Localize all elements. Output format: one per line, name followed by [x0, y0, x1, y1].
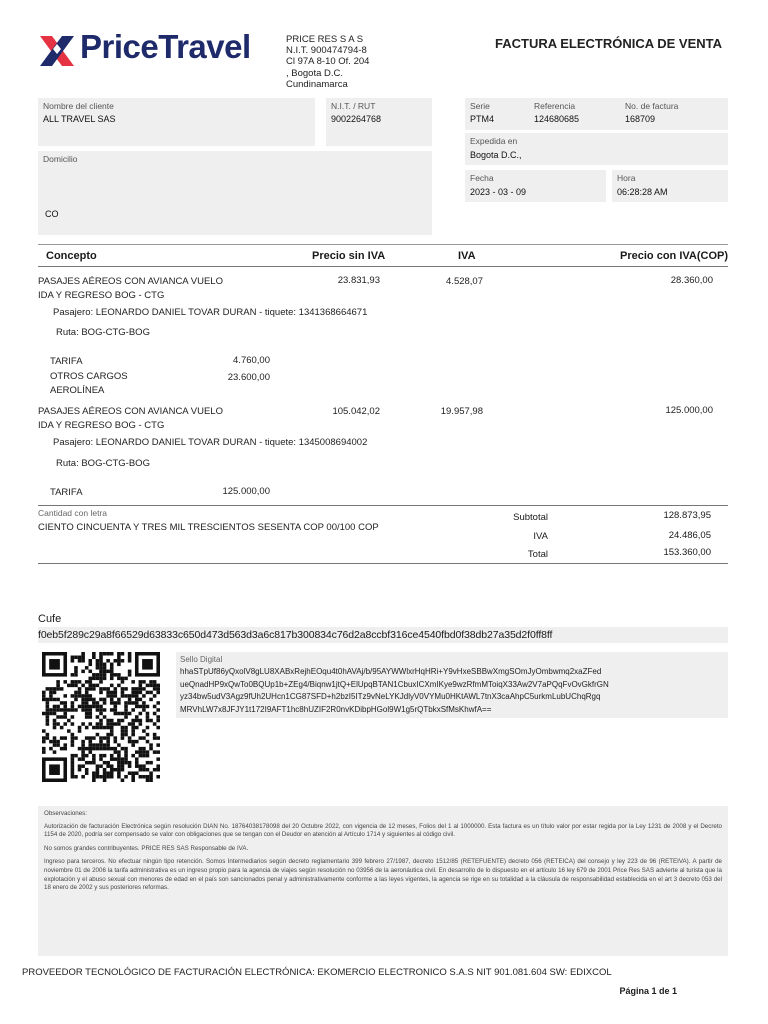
column-header-concept: Concepto: [46, 250, 97, 262]
observations-paragraph: Autorización de facturación Electrónica según resolución DIAN No. 18764038178098 del 20 Octubre 2022, con vigencia de 12 meses, Folios del 1 al 1000000. Esta factura es un título valor por estar regida por la Ley 1231 de 2008 y el Decreto 1154 de 2020, podría ser compensado se valor con obligaciones que se tengan con el Deudor en atención al Artículo 1714 y siguientes al código civil.: [44, 822, 722, 839]
document-title: FACTURA ELECTRÓNICA DE VENTA: [495, 36, 723, 51]
seal-line: MRVhLW7x8JFJY1t172I9AFT1hc8hUZIF2R0nvKDibpHGol9W1g5rQTbkxSfMsKhwfA==: [180, 704, 492, 714]
time-value: 06:28:28 AM: [617, 187, 668, 197]
issuer-line: , Bogota D.C.: [286, 67, 344, 79]
route-info: Ruta: BOG-CTG-BOG: [56, 327, 150, 338]
client-name-label: Nombre del cliente: [43, 101, 114, 111]
table-row-concept: [38, 275, 223, 303]
iva-total-label: IVA: [533, 531, 548, 542]
issuer-line: Cundinamarca: [286, 78, 348, 90]
date-label: Fecha: [470, 173, 494, 183]
charge-amount: 4.760,00: [233, 355, 270, 366]
iva-total-value: 24.486,05: [668, 530, 711, 541]
seal-line: yz34bw5udV3Agz9fUh2UHcn1CG87SFD+h2bzI5ITz9vNeLYKJdlyV0VYMu0HKtAWL7tnX3caAhpC5urkmLubUChqRgq: [180, 692, 601, 701]
column-header-iva: IVA: [458, 250, 476, 262]
client-address-label: Domicilio: [43, 154, 78, 164]
totals-bottom-rule: [38, 563, 728, 564]
charge-amount: 125.000,00: [222, 486, 270, 497]
invoice-id-box: [465, 98, 728, 130]
passenger-info: Pasajero: LEONARDO DANIEL TOVAR DURAN - tiquete: 1341368664671: [53, 307, 368, 318]
item-price: 105.042,02: [332, 406, 380, 417]
client-country: CO: [45, 209, 59, 219]
amount-in-words-label: Cantidad con letra: [38, 508, 107, 518]
tech-provider-text: PROVEEDOR TECNOLÓGICO DE FACTURACIÓN ELECTRÓNICA: EKOMERCIO ELECTRONICO S.A.S NIT 901.081.604 SW: EDIXCOL: [22, 967, 612, 978]
issued-in-value: Bogota D.C.,: [470, 150, 522, 160]
item-iva: 4.528,07: [446, 276, 483, 287]
page-number: Página 1 de 1: [619, 986, 677, 996]
reference-label: Referencia: [534, 101, 576, 111]
concept-line: PASAJES AÉREOS CON AVIANCA VUELO: [38, 406, 223, 417]
grand-total-value: 153.360,00: [663, 547, 711, 558]
time-label: Hora: [617, 173, 636, 183]
observations-label: Observaciones:: [44, 810, 87, 817]
charge-amount: 23.600,00: [227, 372, 270, 383]
brand-logo-text: PriceTravel: [80, 28, 251, 65]
client-nit: 9002264768: [331, 114, 382, 124]
seal-line: ueQnadHP9xQwTo0BQUp1b+ZEg4/Biqnw1jtQ+ElUpqBTAN1CbuxICXmIKye9wzRfmMToiqX33Aw2V7aPQqFvOvGkfrGN: [180, 679, 609, 689]
totals-top-rule: [38, 505, 728, 506]
serie-value: PTM4: [470, 114, 495, 124]
date-value: 2023 - 03 - 09: [470, 187, 527, 197]
issuer-line: PRICE RES S A S: [286, 34, 364, 45]
issuer-line: N.I.T. 900474794-8: [286, 45, 367, 57]
concept-line: IDA Y REGRESO BOG - CTG: [38, 420, 165, 431]
digital-seal-box: [176, 652, 728, 718]
issued-in-label: Expedida en: [470, 136, 518, 146]
amount-in-words: CIENTO CINCUENTA Y TRES MIL TRESCIENTOS SESENTA COP 00/100 COP: [38, 522, 379, 533]
table-header-rule: [38, 266, 728, 267]
digital-seal-value: [180, 666, 724, 716]
passenger-info: Pasajero: LEONARDO DANIEL TOVAR DURAN - tiquete: 1345008694002: [53, 437, 368, 448]
grand-total-label: Total: [527, 549, 548, 560]
charge-name: OTROS CARGOS AEROLÍNEA: [50, 371, 128, 396]
table-top-rule: [38, 244, 728, 245]
serie-label: Serie: [470, 101, 490, 111]
client-name: ALL TRAVEL SAS: [43, 114, 116, 124]
item-total: 28.360,00: [670, 275, 713, 286]
column-header-price: Precio sin IVA: [312, 250, 386, 262]
reference-value: 124680685: [534, 114, 580, 124]
issuer-info: [286, 34, 396, 90]
invoice-number-label: No. de factura: [625, 101, 679, 111]
charge-name: TARIFA: [50, 487, 83, 498]
pricetravel-logo-icon: [38, 32, 76, 70]
cufe-label: Cufe: [38, 613, 62, 625]
route-info: Ruta: BOG-CTG-BOG: [56, 458, 150, 469]
cufe-value: f0eb5f289c29a8f66529d63833c650d473d563d3a6c817b300834c76d2a8ccbf316ce4540fbd0f38db27a35d2f0ff8ff: [38, 629, 553, 641]
concept-line: IDA Y REGRESO BOG - CTG: [38, 290, 165, 301]
column-header-total: Precio con IVA(COP): [620, 250, 728, 262]
item-price: 23.831,93: [337, 275, 380, 286]
charge-name: TARIFA: [50, 356, 83, 367]
observations-box: [38, 806, 728, 956]
observations-paragraph: Ingreso para terceros. No efectuar ningún tipo retención. Somos Intermediarios según decreto reglamentario 399 febrero 27/1987, decreto 1512/85 (RETEFUENTE) decreto 056 (RETEICA) del consejo y ley 223 de 96 (RETEIVA). A partir de noviembre 01 de 2006 la tarifa administrativa es un ingreso propio para la agencia de viajes según resolución no 03956 de la aeronáutica civil. En desarrollo de lo dispuesto en el artículo 16 ley 679 de 2001 Price Res SAS advierte al turista que la explotación y el abuso sexual con menores de edad en el país son sancionados penal y administrativamente conforme a las leyes vigentes, la agencia se rige en su totalidad a la cláusula de responsabilidad establecida en el art 3 decreto 053 del 18 enero de 2002 y sus posteriores reformas.: [44, 858, 722, 892]
digital-seal-label: Sello Digital: [180, 655, 223, 664]
subtotal-label: Subtotal: [513, 512, 548, 523]
client-nit-label: N.I.T. / RUT: [331, 101, 376, 111]
item-total: 125.000,00: [665, 405, 713, 416]
table-row-concept: [38, 405, 223, 433]
seal-line: hhaSTpUf86yQxolV8gLU8XABxRejhEOqu4t0hAVAj/b/95AYWWlxrHqHRi+Y9vHxeSBBwXmgSOmJyOmbwmq2xaZFed: [180, 667, 602, 676]
concept-line: PASAJES AÉREOS CON AVIANCA VUELO: [38, 276, 223, 287]
item-iva: 19.957,98: [440, 406, 483, 417]
issuer-line: Cl 97A 8-10 Of. 204: [286, 56, 370, 68]
qr-code-icon: [42, 652, 160, 782]
observations-paragraph: No somos grandes contribuyentes. PRICE RES SAS Responsable de IVA.: [44, 844, 249, 852]
client-address-box: [38, 151, 432, 235]
subtotal-value: 128.873,95: [663, 510, 711, 521]
invoice-number: 168709: [625, 114, 656, 124]
